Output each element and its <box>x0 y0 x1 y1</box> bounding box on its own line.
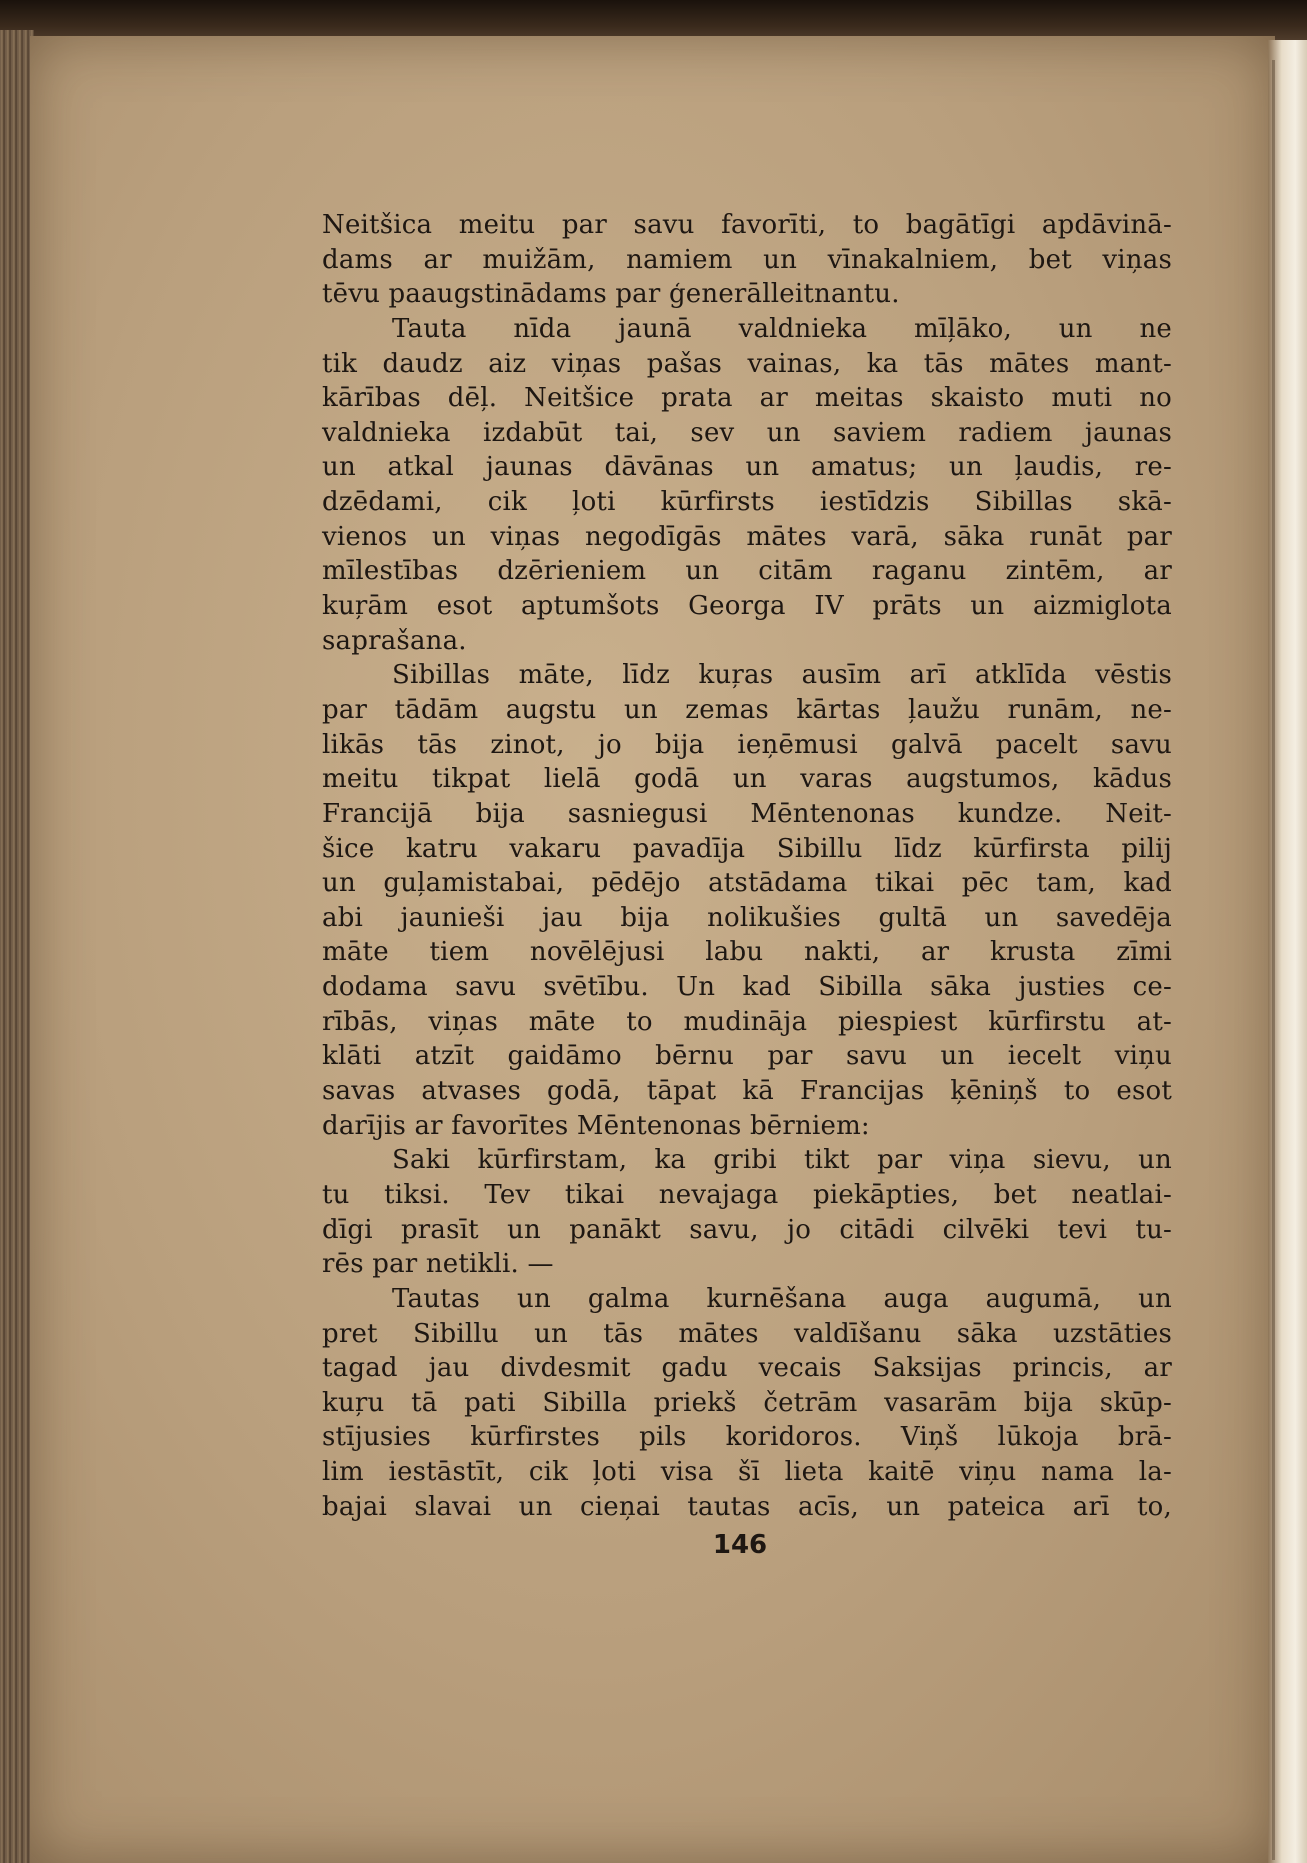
text-line: kuŗām esot aptumšots Georga IV prāts un aizmiglota <box>322 591 1172 622</box>
text-line: dams ar muižām, namiem un vīnakalniem, bet viņas <box>322 244 1172 275</box>
text-line: rēs par netikli. — <box>322 1249 554 1280</box>
text-line: kārības dēļ. Neitšice prata ar meitas skaisto muti no <box>322 383 1172 414</box>
text-line: Neitšica meitu par savu favorīti, to bagātīgi apdāvinā- <box>322 210 1172 240</box>
page-stack-left <box>0 30 34 1863</box>
text-line: mīlestības dzērieniem un citām raganu zintēm, ar <box>322 556 1172 587</box>
text-line: māte tiem novēlējusi labu nakti, ar krusta zīmi <box>322 937 1172 968</box>
text-line: bajai slavai un cieņai tautas acīs, un pateica arī to, <box>322 1491 1172 1522</box>
text-line: dīgi prasīt un panākt savu, jo citādi cilvēki tevi tu- <box>322 1214 1172 1245</box>
text-line: un guļamistabai, pēdējo atstādama tikai pēc tam, kad <box>322 868 1172 899</box>
text-line: par tādām augstu un zemas kārtas ļaužu runām, ne- <box>322 694 1172 725</box>
text-line: savas atvases godā, tāpat kā Francijas ķēniņš to esot <box>322 1076 1172 1107</box>
text-line: tik daudz aiz viņas pašas vainas, ka tās mātes mant- <box>322 348 1172 379</box>
page-text <box>322 208 1172 1524</box>
text-line: saprašana. <box>322 625 467 656</box>
page-fold-line <box>1272 60 1275 1860</box>
text-line: dzēdami, cik ļoti kūrfirsts iestīdzis Sibillas skā- <box>322 487 1172 518</box>
text-line: valdnieka izdabūt tai, sev un saviem radiem jaunas <box>322 417 1172 448</box>
text-line: šice katru vakaru pavadīja Sibillu līdz kūrfirsta pilij <box>322 833 1172 864</box>
page-number: 146 <box>712 1530 768 1560</box>
text-line: kuŗu tā pati Sibilla priekš četrām vasarām bija skūp- <box>322 1387 1172 1418</box>
text-line: Saki kūrfirstam, ka gribi tikt par viņa sievu, un <box>392 1145 1172 1176</box>
text-line: likās tās zinot, jo bija ieņēmusi galvā pacelt savu <box>322 729 1172 760</box>
text-line: meitu tikpat lielā godā un varas augstumos, kādus <box>322 764 1172 795</box>
text-line: tagad jau divdesmit gadu vecais Saksijas princis, ar <box>322 1353 1172 1384</box>
text-line: Tautas un galma kurnēšana auga augumā, un <box>392 1283 1172 1314</box>
text-line: rībās, viņas māte to mudināja piespiest kūrfirstu at- <box>322 1006 1172 1037</box>
text-line: lim iestāstīt, cik ļoti visa šī lieta kaitē viņu nama la- <box>322 1457 1172 1488</box>
text-line: klāti atzīt gaidāmo bērnu par savu un iecelt viņu <box>322 1041 1172 1072</box>
text-line: dodama savu svētību. Un kad Sibilla sāka justies ce- <box>322 972 1172 1003</box>
text-line: tu tiksi. Tev tikai nevajaga piekāpties, bet neatlai- <box>322 1179 1172 1210</box>
text-line: abi jaunieši jau bija nolikušies gultā un savedēja <box>322 902 1172 933</box>
text-line: tēvu paaugstinādams par ģenerālleitnantu. <box>322 279 900 310</box>
text-line: vienos un viņas negodīgās mātes varā, sāka runāt par <box>322 521 1172 552</box>
text-line: un atkal jaunas dāvānas un amatus; un ļaudis, re- <box>322 452 1172 483</box>
text-line: darījis ar favorītes Mēntenonas bērniem: <box>322 1110 870 1141</box>
text-line: Francijā bija sasniegusi Mēntenonas kundze. Neit- <box>322 798 1172 829</box>
text-line: Tauta nīda jaunā valdnieka mīļāko, un ne <box>392 313 1172 344</box>
text-line: stījusies kūrfirstes pils koridoros. Viņš lūkoja brā- <box>322 1422 1172 1453</box>
text-line: pret Sibillu un tās mātes valdīšanu sāka uzstāties <box>322 1318 1172 1349</box>
text-line: Sibillas māte, līdz kuŗas ausīm arī atklīda vēstis <box>392 660 1172 691</box>
